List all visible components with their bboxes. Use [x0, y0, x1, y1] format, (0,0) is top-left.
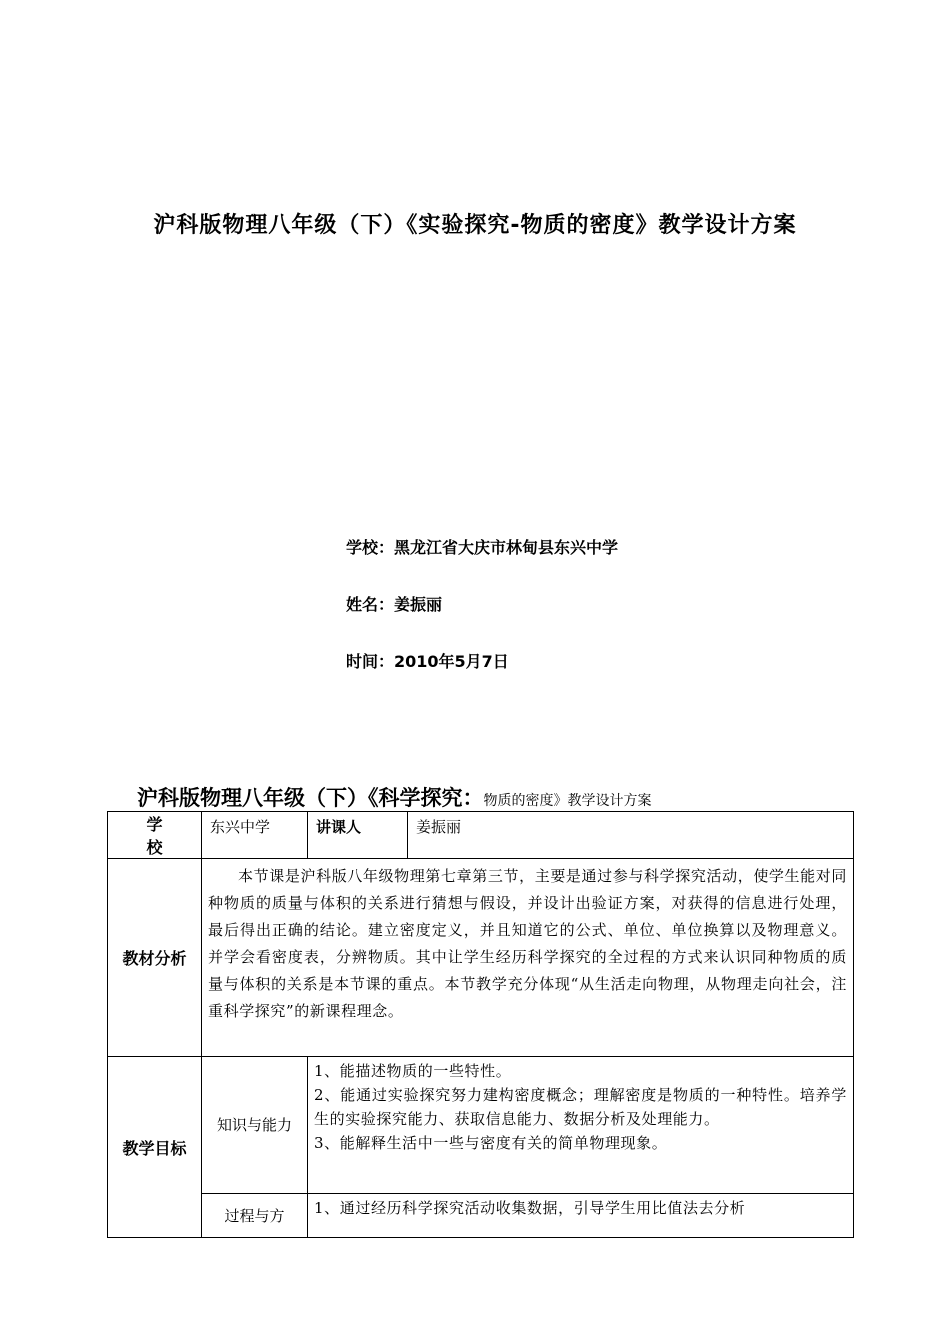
knowledge-goals: [308, 1057, 854, 1194]
table-row: [108, 1194, 854, 1238]
knowledge-label: 知识与能力: [202, 1057, 308, 1194]
table-row: [108, 859, 854, 1057]
list-item: 3、能解释生活中一些与密度有关的简单物理现象。: [314, 1134, 668, 1152]
analysis-text: 本节课是沪科版八年级物理第七章第三节，主要是通过参与科学探究活动，使学生能对同种物质的质量与体积的关系进行猜想与假设，并设计出验证方案，对获得的信息进行处理，最后得出正确的结论。建立密度定义，并且知道它的公式、单位、单位换算以及物理意义。并学会看密度表，分辨物质。其中让学生经历科学探究的全过程的方式来认识同种物质的质量与体积的关系是本节课的重点。本节教学充分体现“从生活走向物理，从物理走向社会，注重科学探究”的新课程理念。: [202, 859, 854, 1057]
analysis-label: 教材分析: [108, 859, 202, 1057]
teacher-label: 讲课人: [308, 812, 408, 859]
school-line: 学校：黑龙江省大庆市林甸县东兴中学: [346, 538, 619, 557]
lesson-plan-table: [107, 811, 854, 1238]
teacher-value: 姜振丽: [408, 812, 854, 859]
school-label: 学 校: [108, 812, 202, 859]
goals-label: 教学目标: [108, 1057, 202, 1238]
school-value: 东兴中学: [202, 812, 308, 859]
plan-title-tail: 物质的密度》教学设计方案: [483, 793, 652, 809]
document-title: 沪科版物理八年级（下）《实验探究-物质的密度》教学设计方案: [153, 213, 797, 238]
table-row: [108, 1057, 854, 1194]
list-item: 1、能描述物质的一些特性。: [314, 1062, 512, 1080]
process-goals: [308, 1194, 854, 1238]
plan-title-main: 沪科版物理八年级（下）《科学探究：: [137, 786, 484, 810]
date-line: 时间：2010年5月7日: [346, 652, 509, 671]
list-item: 2、能通过实验探究努力建构密度概念；理解密度是物质的一种特性。培养学生的实验探究能力、获取信息能力、数据分析及处理能力。: [314, 1086, 847, 1128]
author-line: 姓名：姜振丽: [346, 595, 443, 614]
process-label: 过程与方: [202, 1194, 308, 1238]
plan-title: [137, 782, 652, 812]
list-item: 1、通过经历科学探究活动收集数据，引导学生用比值法去分析: [314, 1199, 746, 1217]
table-row: [108, 812, 854, 859]
